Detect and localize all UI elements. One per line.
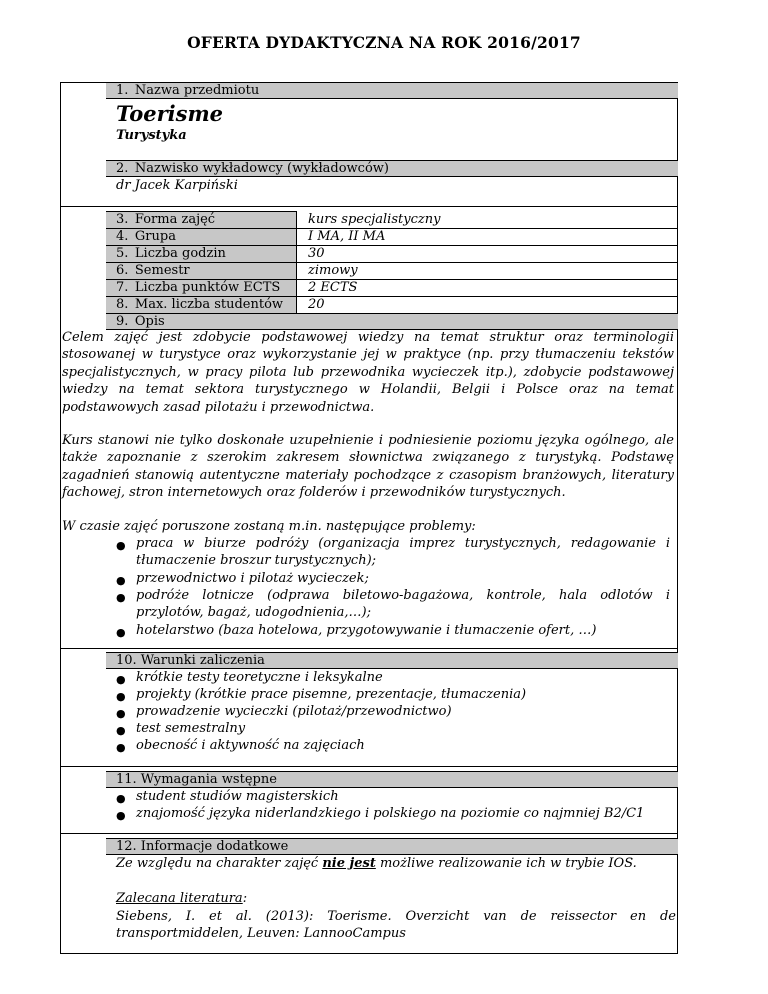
document-title: OFERTA DYDAKTYCZNA NA ROK 2016/2017 <box>187 33 581 52</box>
literature-label-colon: : <box>242 891 248 906</box>
bullet-icon: ● <box>116 690 126 703</box>
bullet-icon: ● <box>116 741 126 754</box>
row-value-hours: 30 <box>308 246 325 261</box>
ios-note-text: Ze względu na charakter zajęć <box>116 856 323 871</box>
row-divider <box>296 296 678 297</box>
row-divider <box>296 245 678 246</box>
literature-label-text: Zalecana literatura <box>116 891 243 906</box>
ios-note <box>116 856 637 871</box>
row-divider <box>296 279 678 280</box>
requirement-item: test semestralny <box>136 721 246 736</box>
column-divider <box>296 211 297 314</box>
row-label-form: 3. Forma zajęć <box>106 211 296 229</box>
prerequisite-item: znajomość języka niderlandzkiego i polskiego na poziomie co najmniej B2/C1 <box>136 806 645 821</box>
row-label-max-students: 8. Max. liczba studentów <box>106 296 296 314</box>
section-divider <box>60 206 678 207</box>
prerequisite-item: student studiów magisterskich <box>136 789 339 804</box>
row-value-ects: 2 ECTS <box>308 280 358 295</box>
topic-item: podróże lotnicze (odprawa biletowo-bagażowa, kontrole, hala odlotów i przylotów, bagaż, udogodnienia,…); <box>136 588 670 621</box>
section-divider <box>60 766 678 767</box>
topic-item: przewodnictwo i pilotaż wycieczek; <box>136 571 369 586</box>
bullet-icon: ● <box>116 724 126 737</box>
section-divider <box>60 833 678 834</box>
description-paragraph-1: Celem zajęć jest zdobycie podstawowej wiedzy na temat struktur oraz terminologii stosowanej w turystyce oraz wykorzystanie jej w praktyce (np. przy tłumaczeniu tekstów specjalistycznych, w pracy pilota lub przewodnika wycieczek itp.), zdobycie podstawowej wiedzy na temat sektora turystycznego w Holandii, Belgii i Polsce oraz na temat podstawowych zasad pilotażu i przewodnictwa. <box>62 330 674 415</box>
requirement-item: prowadzenie wycieczki (pilotaż/przewodnictwo) <box>136 704 452 719</box>
requirement-item: projekty (krótkie prace pisemne, prezentacje, tłumaczenia) <box>136 687 527 702</box>
section-1-header: 1. Nazwa przedmiotu <box>106 82 678 99</box>
row-value-max-students: 20 <box>308 297 325 312</box>
description-paragraph-2: Kurs stanowi nie tylko doskonałe uzupełnienie i podniesienie poziomu języka ogólnego, ale także zapoznanie z szerokim zakresem słownictwa związanego z turystyką. Podstawę zagadnień stanowią autentyczne materiały pochodzące z czasopism branżowych, literatury fachowej, stron internetowych oraz folderów i przewodników turystycznych. <box>62 433 674 501</box>
row-label-hours: 5. Liczba godzin <box>106 245 296 263</box>
section-9-header: 9. Opis <box>106 313 678 330</box>
row-label-group: 4. Grupa <box>106 228 296 246</box>
section-11-header: 11. Wymagania wstępne <box>106 771 678 788</box>
bullet-icon: ● <box>116 539 126 552</box>
course-subtitle: Turystyka <box>116 128 187 143</box>
bullet-icon: ● <box>116 809 126 822</box>
bullet-icon: ● <box>116 673 126 686</box>
ios-note-emphasis: nie jest <box>322 856 376 871</box>
row-label-semester: 6. Semestr <box>106 262 296 280</box>
bullet-icon: ● <box>116 574 126 587</box>
row-value-semester: zimowy <box>308 263 358 278</box>
course-title: Toerisme <box>116 101 224 126</box>
row-label-ects: 7. Liczba punktów ECTS <box>106 279 296 297</box>
section-10-header: 10. Warunki zaliczenia <box>106 652 678 669</box>
bullet-icon: ● <box>116 626 126 639</box>
section-12-header: 12. Informacje dodatkowe <box>106 838 678 855</box>
lecturer-name: dr Jacek Karpiński <box>116 178 238 193</box>
bullet-icon: ● <box>116 707 126 720</box>
section-divider <box>60 648 678 649</box>
bullet-icon: ● <box>116 591 126 604</box>
row-value-form: kurs specjalistyczny <box>308 212 441 227</box>
row-divider <box>296 228 678 229</box>
literature-entry: Siebens, I. et al. (2013): Toerisme. Overzicht van de reissector en de transportmiddelen, Leuven: LannooCampus <box>116 909 676 942</box>
ios-note-text-end: możliwe realizowanie ich w trybie IOS. <box>375 856 637 871</box>
topic-item: hotelarstwo (baza hotelowa, przygotowywanie i tłumaczenie ofert, …) <box>136 623 597 638</box>
description-paragraph-3: W czasie zajęć poruszone zostaną m.in. następujące problemy: <box>62 519 476 534</box>
literature-label <box>116 891 247 906</box>
section-2-header: 2. Nazwisko wykładowcy (wykładowców) <box>106 160 678 177</box>
requirement-item: obecność i aktywność na zajęciach <box>136 738 365 753</box>
requirement-item: krótkie testy teoretyczne i leksykalne <box>136 670 383 685</box>
row-value-group: I MA, II MA <box>308 229 386 244</box>
topic-item: praca w biurze podróży (organizacja imprez turystycznych, redagowanie i tłumaczenie broszur turystycznych); <box>136 536 670 569</box>
row-divider <box>296 262 678 263</box>
bullet-icon: ● <box>116 792 126 805</box>
